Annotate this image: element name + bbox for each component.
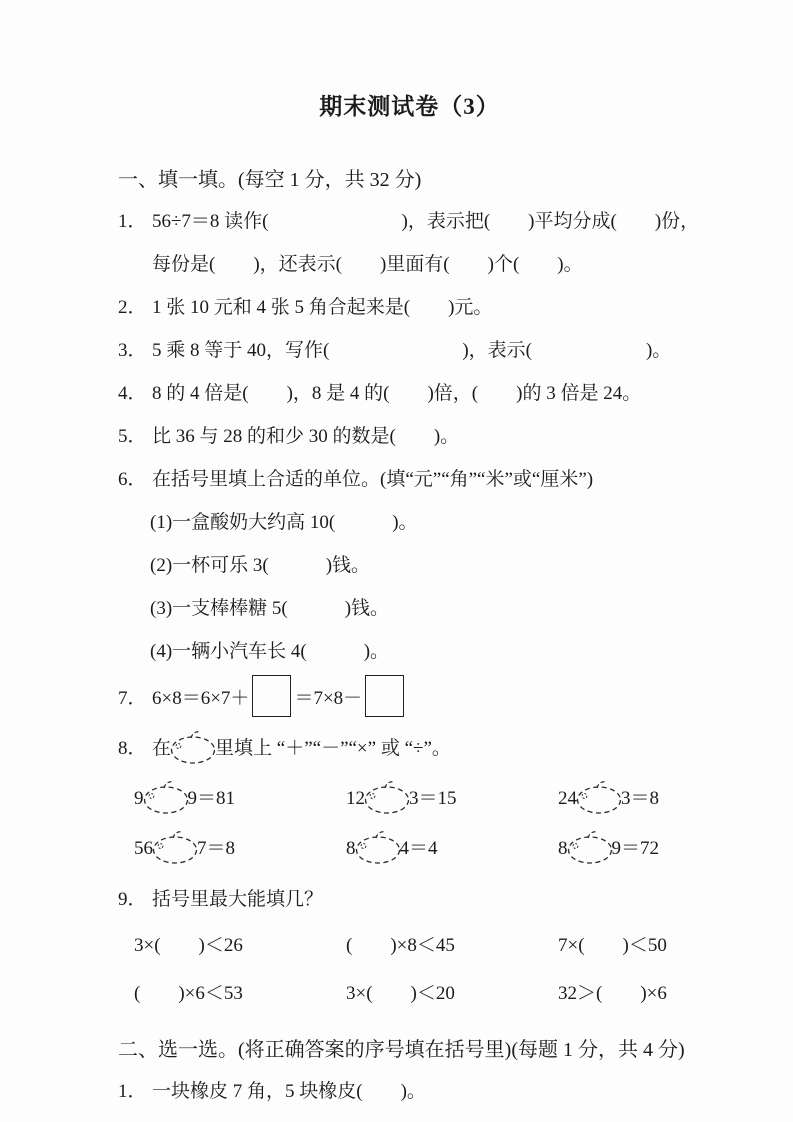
question-number: 7．	[118, 688, 147, 709]
question-number: 4．	[118, 383, 147, 404]
question-text	[152, 675, 701, 717]
question-6-sub-3: (3)一支棒棒糖 5( )钱。	[150, 598, 390, 619]
inequality: ( )×6＜53	[134, 983, 243, 1004]
apple-equation	[346, 829, 558, 865]
operand: 56	[134, 838, 153, 859]
question-5	[118, 424, 701, 450]
result: 4＝4	[399, 838, 438, 859]
intro-post: 里填上 “＋”“－”“×” 或 “÷”。	[215, 738, 451, 759]
question-1-line-2: 每份是( )，还表示( )里面有( )个( )。	[152, 254, 583, 275]
question-number: 9．	[118, 889, 147, 910]
apple-circle-icon	[354, 829, 402, 865]
section2-heading: 二、选一选。(将正确答案的序号填在括号里)(每题 1 分，共 4 分)	[118, 1039, 685, 1061]
apple-equation	[134, 829, 346, 865]
operand: 9	[134, 788, 144, 809]
question-text: 8 的 4 倍是( )，8 是 4 的( )倍，( )的 3 倍是 24。	[152, 383, 642, 404]
question-text: 括号里最大能填几？	[152, 889, 324, 910]
question-9-row-1	[118, 933, 701, 959]
intro-pre: 在	[152, 738, 172, 759]
apple-equation	[558, 779, 701, 815]
equation-part: 6×8＝6×7＋	[152, 688, 250, 709]
question-text: 比 36 与 28 的和少 30 的数是( )。	[152, 426, 460, 447]
equation-part: ＝7×8－	[294, 688, 363, 709]
question-6-sub-1: (1)一盒酸奶大约高 10( )。	[150, 512, 418, 533]
question-9	[118, 887, 701, 913]
question-8-equations-row-2	[118, 829, 701, 865]
section1-heading: 一、填一填。(每空 1 分，共 32 分)	[118, 169, 422, 191]
inequality: 3×( )＜26	[134, 935, 243, 956]
question-1-line-1	[118, 209, 701, 235]
question-text: 1 张 10 元和 4 张 5 角合起来是( )元。	[152, 297, 493, 318]
apple-circle-icon	[566, 829, 614, 865]
question-9-row-2	[118, 981, 701, 1007]
question-2	[118, 295, 701, 321]
inequality: ( )×8＜45	[346, 935, 455, 956]
result: 7＝8	[197, 838, 236, 859]
question-7	[118, 675, 701, 717]
question-4	[118, 381, 701, 407]
apple-circle-icon	[169, 729, 217, 765]
question-text: 56÷7＝8 读作( )，表示把( )平均分成( )份，	[152, 211, 700, 232]
question-6	[118, 467, 701, 493]
apple-equation	[558, 829, 701, 865]
answer-box-icon	[252, 675, 291, 717]
operand: 8	[346, 838, 356, 859]
question-text: 一块橡皮 7 角，5 块橡皮( )。	[152, 1081, 426, 1102]
apple-circle-icon	[142, 779, 190, 815]
apple-equation	[346, 779, 558, 815]
section2-question-1	[118, 1079, 701, 1105]
question-text	[152, 729, 701, 765]
page-title: 期末测试卷（3）	[319, 94, 500, 119]
question-6-sub-4: (4)一辆小汽车长 4( )。	[150, 641, 390, 662]
question-8	[118, 729, 701, 765]
question-number: 5．	[118, 426, 147, 447]
apple-equation	[134, 779, 346, 815]
question-text: 在括号里填上合适的单位。(填“元”“角”“米”或“厘米”)	[152, 469, 594, 490]
inequality: 32＞( )×6	[558, 983, 667, 1004]
inequality: 7×( )＜50	[558, 935, 667, 956]
question-6-sub-2: (2)一杯可乐 3( )钱。	[150, 555, 371, 576]
question-number: 8．	[118, 738, 147, 759]
question-number: 6．	[118, 469, 147, 490]
question-8-equations-row-1	[118, 779, 701, 815]
question-number: 2．	[118, 297, 147, 318]
apple-circle-icon	[363, 779, 411, 815]
question-number: 1．	[118, 211, 147, 232]
operand: 24	[558, 788, 577, 809]
result: 3＝8	[621, 788, 660, 809]
question-number: 1．	[118, 1081, 147, 1102]
question-3	[118, 338, 701, 364]
result: 3＝15	[409, 788, 457, 809]
question-number: 3．	[118, 340, 147, 361]
result: 9＝81	[187, 788, 236, 809]
operand: 8	[558, 838, 568, 859]
question-text: 5 乘 8 等于 40，写作( )，表示( )。	[152, 340, 672, 361]
result: 9＝72	[611, 838, 660, 859]
answer-box-icon	[365, 675, 404, 717]
apple-circle-icon	[151, 829, 199, 865]
operand: 12	[346, 788, 365, 809]
apple-circle-icon	[575, 779, 623, 815]
inequality: 3×( )＜20	[346, 983, 455, 1004]
